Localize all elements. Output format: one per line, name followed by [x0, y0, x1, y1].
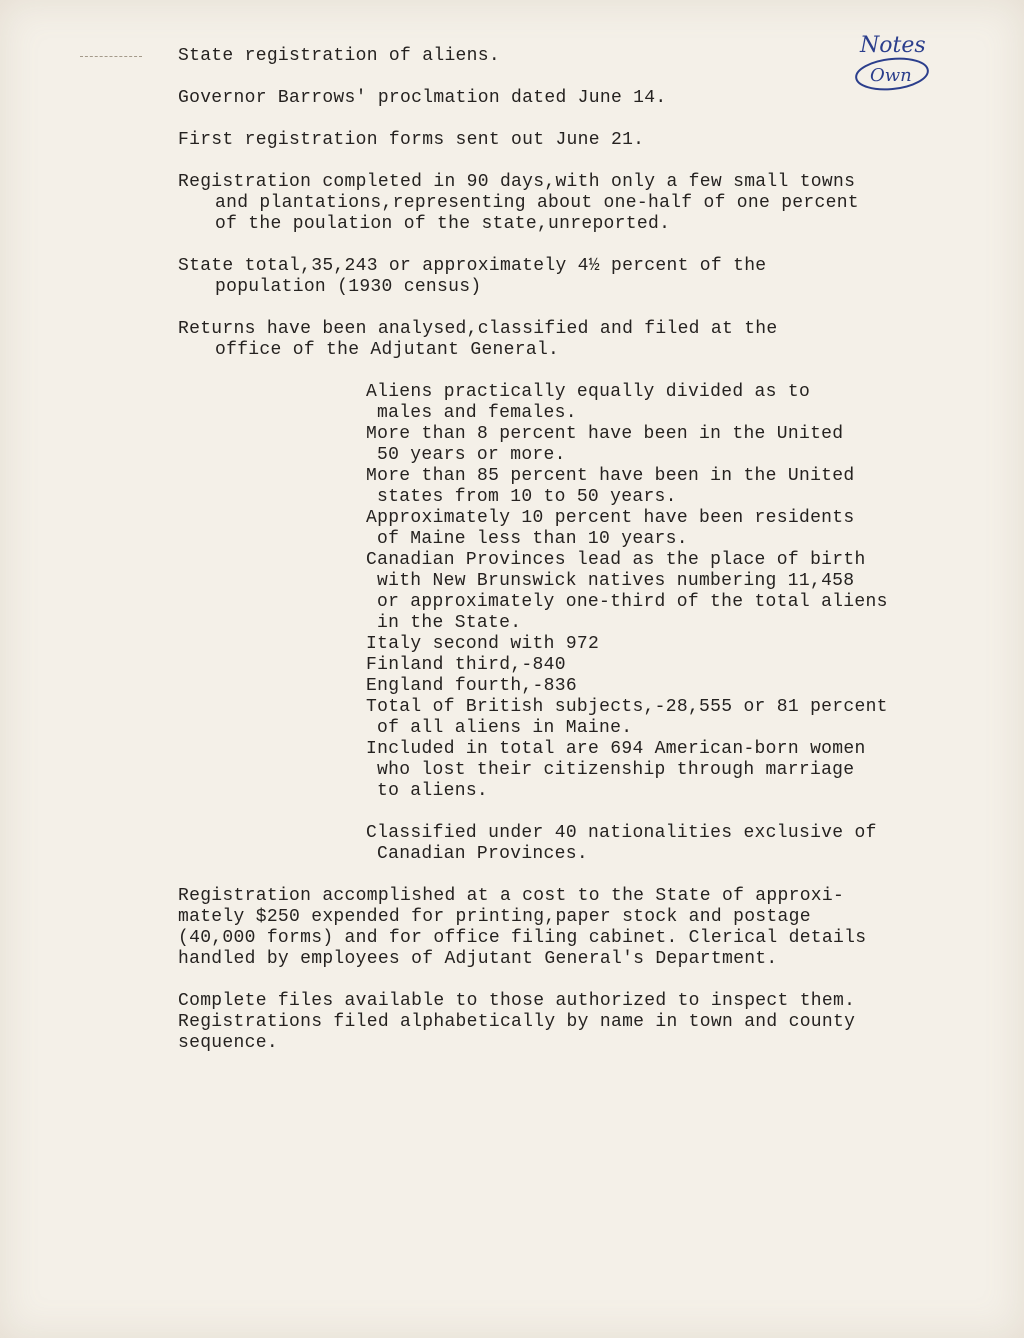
- forms-line: First registration forms sent out June 21.: [178, 130, 645, 150]
- finding-85pct-1: More than 85 percent have been in the United: [366, 466, 855, 486]
- cost-line-3: (40,000 forms) and for office filing cabinet. Clerical details: [178, 928, 867, 948]
- cost-line-2: mately $250 expended for printing,paper stock and postage: [178, 907, 811, 927]
- cost-line-4: handled by employees of Adjutant General's Department.: [178, 949, 778, 969]
- files-line-1: Complete files available to those authorized to inspect them.: [178, 991, 856, 1011]
- handwritten-note-line-1: Notes: [860, 33, 926, 58]
- files-line-2: Registrations filed alphabetically by name in town and county: [178, 1012, 856, 1032]
- handwritten-note-line-2: Own: [870, 65, 912, 86]
- finding-10pct-1: Approximately 10 percent have been residents: [366, 508, 855, 528]
- finding-women-3: to aliens.: [377, 781, 489, 801]
- finding-canada-3: or approximately one-third of the total aliens: [377, 592, 888, 612]
- returns-line-1: Returns have been analysed,classified and filed at the: [178, 319, 778, 339]
- completion-line-3: of the poulation of the state,unreported.: [215, 214, 671, 234]
- finding-finland: Finland third,-840: [366, 655, 566, 675]
- finding-canada-2: with New Brunswick natives numbering 11,458: [377, 571, 855, 591]
- finding-women-1: Included in total are 694 American-born women: [366, 739, 866, 759]
- margin-dash-mark: [80, 56, 142, 58]
- finding-england: England fourth,-836: [366, 676, 577, 696]
- finding-50yrs-2: 50 years or more.: [377, 445, 566, 465]
- returns-line-2: office of the Adjutant General.: [215, 340, 560, 360]
- finding-italy: Italy second with 972: [366, 634, 600, 654]
- files-line-3: sequence.: [178, 1033, 278, 1053]
- proclamation-line: Governor Barrows' proclmation dated June 14.: [178, 88, 667, 108]
- finding-gender-1: Aliens practically equally divided as to: [366, 382, 811, 402]
- finding-nationalities-2: Canadian Provinces.: [377, 844, 588, 864]
- finding-women-2: who lost their citizenship through marriage: [377, 760, 855, 780]
- handwritten-note: [848, 26, 938, 96]
- finding-50yrs-1: More than 8 percent have been in the United: [366, 424, 844, 444]
- finding-10pct-2: of Maine less than 10 years.: [377, 529, 688, 549]
- completion-line-1: Registration completed in 90 days,with only a few small towns: [178, 172, 856, 192]
- finding-british-2: of all aliens in Maine.: [377, 718, 633, 738]
- state-total-line-2: population (1930 census): [215, 277, 482, 297]
- finding-gender-2: males and females.: [377, 403, 577, 423]
- state-total-line-1: State total,35,243 or approximately 4½ percent of the: [178, 256, 767, 276]
- finding-nationalities-1: Classified under 40 nationalities exclusive of: [366, 823, 877, 843]
- heading-line: State registration of aliens.: [178, 46, 500, 66]
- finding-85pct-2: states from 10 to 50 years.: [377, 487, 677, 507]
- completion-line-2: and plantations,representing about one-half of one percent: [215, 193, 859, 213]
- finding-canada-4: in the State.: [377, 613, 522, 633]
- finding-british-1: Total of British subjects,-28,555 or 81 percent: [366, 697, 888, 717]
- finding-canada-1: Canadian Provinces lead as the place of birth: [366, 550, 866, 570]
- cost-line-1: Registration accomplished at a cost to the State of approxi-: [178, 886, 845, 906]
